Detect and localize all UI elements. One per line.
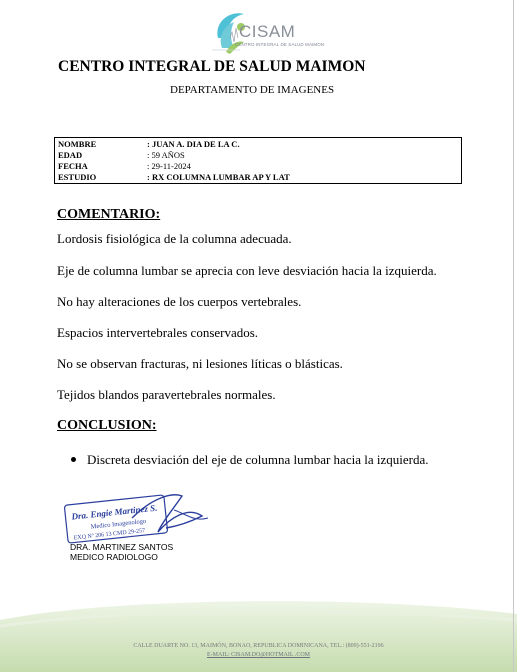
label-nombre: NOMBRE [58, 139, 97, 149]
footer-email [0, 652, 517, 658]
stamp-name-text: Dra. Engie Martinez S. [70, 502, 158, 522]
stamp-role-text: Medico Imagenologo [90, 517, 147, 531]
comment-line: Tejidos blandos paravertebrales normales. [57, 387, 276, 402]
value-edad: : 59 AÑOS [147, 150, 185, 160]
conclusion-item: Discreta desviación del eje de columna lumbar hacia la izquierda. [87, 452, 429, 467]
comment-line: No se observan fracturas, ni lesiones líticas o blásticas. [57, 356, 343, 371]
label-edad: EDAD [58, 150, 83, 160]
comment-heading: COMENTARIO: [57, 207, 161, 222]
value-estudio: : RX COLUMNA LUMBAR AP Y LAT [147, 172, 290, 182]
doctor-stamp-signature [62, 488, 214, 546]
department-title: DEPARTAMENTO DE IMAGENES [170, 84, 335, 96]
comment-line: Lordosis fisiológica de la columna adecuada. [57, 231, 292, 246]
footer-wave [0, 590, 517, 672]
value-fecha: : 29-11-2024 [147, 161, 191, 171]
clinic-title: CENTRO INTEGRAL DE SALUD MAIMON [58, 58, 366, 75]
value-nombre: : JUAN A. DIA DE LA C. [147, 139, 240, 149]
doctor-title: MEDICO RADIOLOGO [70, 552, 158, 562]
label-estudio: ESTUDIO [58, 172, 97, 182]
comment-line: Eje de columna lumbar se aprecia con leve desviación hacia la izquierda. [57, 263, 437, 278]
page-border [513, 0, 514, 672]
label-fecha: FECHA [58, 161, 88, 171]
logo-subtitle: CENTRO INTEGRAL DE SALUD MAIMON [235, 42, 325, 47]
conclusion-heading: CONCLUSION: [57, 418, 157, 433]
logo-wordmark: CISAM [239, 22, 296, 41]
doctor-name: DRA. MARTINEZ SANTOS [70, 542, 174, 552]
comment-line: No hay alteraciones de los cuerpos vertebrales. [57, 294, 302, 309]
footer-email-link[interactable]: E-MAIL: CISAM.DO@HOTMAIL .COM [207, 652, 310, 658]
stamp-license-text: EXQ Nº 206 13 CMD 29-257 [73, 528, 146, 542]
bullet-icon [71, 457, 76, 462]
comment-line: Espacios intervertebrales conservados. [57, 325, 259, 340]
footer-address: CALLE DUARTE NO. 13, MAIMÓN, BONAO, REPUBLICA DOMINICANA, TEL.: (809)-551-2196 [133, 643, 384, 649]
